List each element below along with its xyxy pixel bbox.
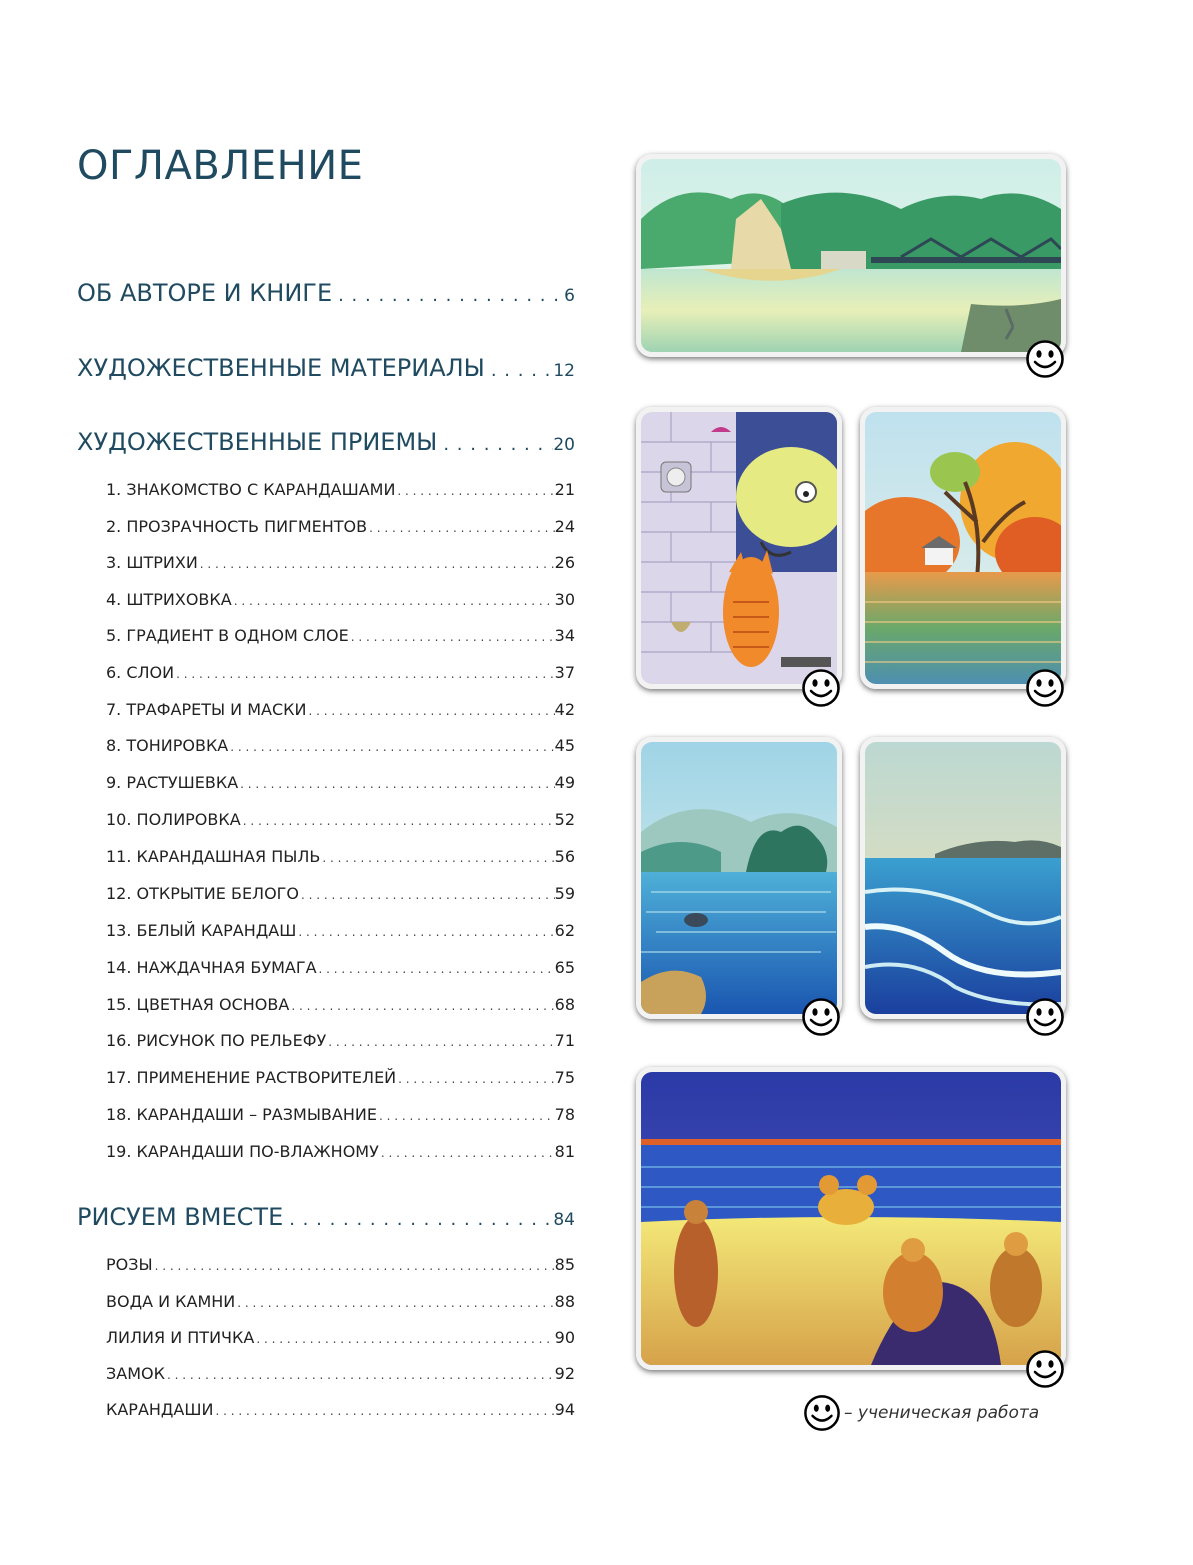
toc-item[interactable] <box>106 590 575 614</box>
toc-item-label: 12. ОТКРЫТИЕ БЕЛОГО <box>106 884 300 903</box>
toc-item[interactable] <box>106 958 575 982</box>
toc-item-page: 21 <box>554 480 575 499</box>
toc-item[interactable] <box>106 553 575 577</box>
toc-item-page: 30 <box>554 590 575 609</box>
toc-item-page: 71 <box>554 1031 575 1050</box>
toc-item-page: 62 <box>554 921 575 940</box>
leader-dots <box>367 521 555 535</box>
toc-item-label: 7. ТРАФАРЕТЫ И МАСКИ <box>106 700 307 719</box>
leader-dots <box>165 1368 555 1382</box>
toc-item-page: 26 <box>554 553 575 572</box>
leader-dots <box>228 740 554 754</box>
toc-item-label: 1. ЗНАКОМСТВО С КАРАНДАШАМИ <box>106 480 396 499</box>
toc-item-label: РОЗЫ <box>106 1255 153 1274</box>
toc-section-label: ХУДОЖЕСТВЕННЫЕ ПРИЕМЫ <box>77 428 438 456</box>
leader-dots <box>396 1072 554 1086</box>
toc-item-label: 18. КАРАНДАШИ – РАЗМЫВАНИЕ <box>106 1105 377 1124</box>
toc-item-page: 81 <box>554 1142 575 1161</box>
toc-item-page: 90 <box>554 1328 575 1347</box>
toc-item-page: 49 <box>554 773 575 792</box>
leader-dots <box>320 851 554 865</box>
toc-item-page: 88 <box>554 1292 575 1311</box>
leader-dots <box>485 360 554 381</box>
leader-dots <box>332 285 564 306</box>
toc-item-label: 15. ЦВЕТНАЯ ОСНОВА <box>106 995 290 1014</box>
toc-item-page: 85 <box>554 1255 575 1274</box>
toc-section-label: РИСУЕМ ВМЕСТЕ <box>77 1203 284 1231</box>
toc-item-page: 94 <box>554 1400 575 1419</box>
toc-item-page: 78 <box>554 1105 575 1124</box>
leader-dots <box>235 1296 554 1310</box>
toc-item[interactable] <box>106 700 575 724</box>
smiley-icon <box>801 668 841 708</box>
leader-dots <box>198 557 555 571</box>
toc-section-techniques[interactable] <box>77 428 575 462</box>
toc-item[interactable] <box>106 921 575 945</box>
leader-dots <box>379 1146 555 1160</box>
leader-dots <box>437 434 553 455</box>
toc-item[interactable] <box>106 480 575 504</box>
toc-item-page: 45 <box>554 736 575 755</box>
toc-item-label: 6. СЛОИ <box>106 663 175 682</box>
toc-item-page: 75 <box>554 1068 575 1087</box>
toc-item-page: 24 <box>554 517 575 536</box>
toc-item[interactable] <box>106 1364 575 1388</box>
leader-dots <box>349 630 555 644</box>
toc-section-page: 84 <box>553 1210 575 1230</box>
toc-item[interactable] <box>106 1068 575 1092</box>
toc-section-materials[interactable] <box>77 354 575 388</box>
toc-item[interactable] <box>106 1328 575 1352</box>
leader-dots <box>377 1109 555 1123</box>
toc-item[interactable] <box>106 517 575 541</box>
toc-section-page: 6 <box>564 286 575 306</box>
illustration-sea-wave <box>860 737 1066 1019</box>
smiley-icon <box>1025 997 1065 1037</box>
toc-item-label: 3. ШТРИХИ <box>106 553 198 572</box>
toc-item-page: 34 <box>554 626 575 645</box>
leader-dots <box>306 704 554 718</box>
toc-section-page: 20 <box>553 435 575 455</box>
toc-item[interactable] <box>106 810 575 834</box>
leader-dots <box>296 925 554 939</box>
toc-item-label: 17. ПРИМЕНЕНИЕ РАСТВОРИТЕЛЕЙ <box>106 1068 397 1087</box>
illustration-night-beach <box>636 1067 1066 1370</box>
leader-dots <box>299 888 555 902</box>
toc-item-page: 42 <box>554 700 575 719</box>
toc-item-label: 2. ПРОЗРАЧНОСТЬ ПИГМЕНТОВ <box>106 517 368 536</box>
toc-item-label: 19. КАРАНДАШИ ПО-ВЛАЖНОМУ <box>106 1142 379 1161</box>
toc-item-label: 13. БЕЛЫЙ КАРАНДАШ <box>106 921 297 940</box>
toc-item-label: 9. РАСТУШЕВКА <box>106 773 239 792</box>
legend <box>803 1394 1039 1432</box>
toc-item[interactable] <box>106 1031 575 1055</box>
toc-section-label: ХУДОЖЕСТВЕННЫЕ МАТЕРИАЛЫ <box>77 354 485 382</box>
toc-item[interactable] <box>106 1105 575 1129</box>
legend-text: – ученическая работа <box>844 1403 1040 1423</box>
leader-dots <box>283 1209 553 1230</box>
toc-item-label: 11. КАРАНДАШНАЯ ПЫЛЬ <box>106 847 321 866</box>
toc-item[interactable] <box>106 1400 575 1424</box>
toc-section-draw-together[interactable] <box>77 1203 575 1237</box>
leader-dots <box>153 1259 555 1273</box>
smiley-icon <box>1025 339 1065 379</box>
illustration-river-landscape <box>636 154 1066 357</box>
toc-item[interactable] <box>106 663 575 687</box>
leader-dots <box>289 999 554 1013</box>
toc-section-label: ОБ АВТОРЕ И КНИГЕ <box>77 279 333 307</box>
smiley-icon <box>1025 668 1065 708</box>
toc-item[interactable] <box>106 1255 575 1279</box>
toc-item-page: 68 <box>554 995 575 1014</box>
toc-item[interactable] <box>106 1292 575 1316</box>
toc-section-about[interactable] <box>77 279 575 313</box>
toc-item-label: КАРАНДАШИ <box>106 1400 214 1419</box>
illustration-autumn-river <box>860 407 1066 689</box>
toc-item-label: 10. ПОЛИРОВКА <box>106 810 241 829</box>
toc-item-label: 16. РИСУНОК ПО РЕЛЬЕФУ <box>106 1031 327 1050</box>
smiley-icon <box>801 997 841 1037</box>
toc-section-page: 12 <box>553 361 575 381</box>
toc-item-page: 65 <box>554 958 575 977</box>
leader-dots <box>174 667 555 681</box>
smiley-icon <box>1025 1349 1065 1389</box>
leader-dots <box>317 962 555 976</box>
illustration-cat-and-fish <box>636 407 842 689</box>
toc-item[interactable] <box>106 847 575 871</box>
toc-item-label: 4. ШТРИХОВКА <box>106 590 232 609</box>
toc-item-label: 5. ГРАДИЕНТ В ОДНОМ СЛОЕ <box>106 626 349 645</box>
toc-item-page: 52 <box>554 810 575 829</box>
toc-item[interactable] <box>106 884 575 908</box>
leader-dots <box>213 1404 554 1418</box>
leader-dots <box>326 1035 554 1049</box>
toc-item-label: ЗАМОК <box>106 1364 165 1383</box>
toc-item-page: 59 <box>554 884 575 903</box>
leader-dots <box>254 1332 554 1346</box>
toc-item-label: ВОДА И КАМНИ <box>106 1292 236 1311</box>
leader-dots <box>232 594 555 608</box>
toc-item-label: ЛИЛИЯ И ПТИЧКА <box>106 1328 255 1347</box>
leader-dots <box>241 814 555 828</box>
toc-item-page: 56 <box>554 847 575 866</box>
leader-dots <box>238 777 555 791</box>
toc-item[interactable] <box>106 773 575 797</box>
toc-item-page: 92 <box>554 1364 575 1383</box>
smiley-icon <box>803 1394 841 1432</box>
toc-item[interactable] <box>106 736 575 760</box>
toc-item-label: 8. ТОНИРОВКА <box>106 736 229 755</box>
toc-item[interactable] <box>106 1142 575 1166</box>
toc-item[interactable] <box>106 995 575 1019</box>
toc-item-label: 14. НАЖДАЧНАЯ БУМАГА <box>106 958 317 977</box>
illustration-island-lake <box>636 737 842 1019</box>
toc-item[interactable] <box>106 626 575 650</box>
toc-item-page: 37 <box>554 663 575 682</box>
page-title: ОГЛАВЛЕНИЕ <box>77 143 364 189</box>
leader-dots <box>395 484 554 498</box>
